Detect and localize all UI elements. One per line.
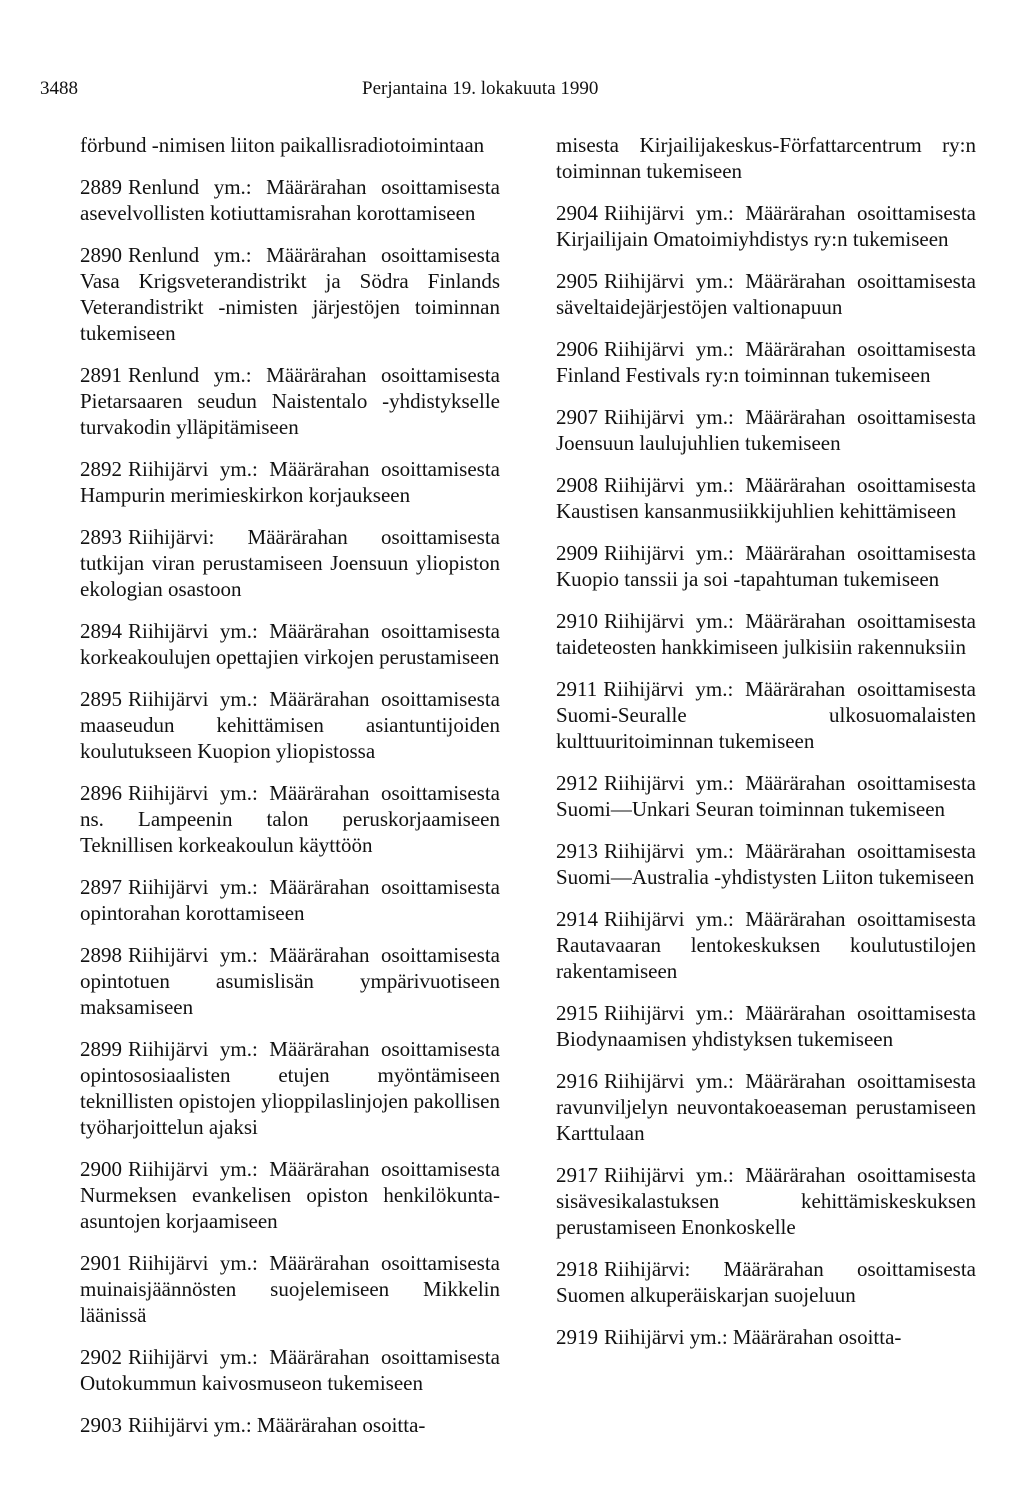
entry-text: Riihijärvi ym.: Määrärahan osoittamisesta säveltaidejärjestöjen valtionapuun xyxy=(556,269,976,319)
entry-number: 2908 xyxy=(556,473,598,497)
motion-entry xyxy=(80,132,500,158)
entry-text: Riihijärvi ym.: Määrärahan osoittamisesta opintotuen asumislisän ympärivuotiseen maksamiseen xyxy=(80,943,500,1019)
left-column xyxy=(80,132,500,1454)
entry-number: 2892 xyxy=(80,457,122,481)
entry-text: Riihijärvi ym.: Määrärahan osoittamisesta Nurmeksen evankelisen opiston henkilökunta-asuntojen korjaamiseen xyxy=(80,1157,500,1233)
motion-entry xyxy=(556,1000,976,1052)
entry-number: 2898 xyxy=(80,943,122,967)
motion-entry xyxy=(80,174,500,226)
entry-text: Riihijärvi ym.: Määrärahan osoittamisesta korkeakoulujen opettajien virkojen perustamiseen xyxy=(80,619,500,669)
motion-entry xyxy=(556,1256,976,1308)
motion-entry xyxy=(80,524,500,602)
entry-number: 2896 xyxy=(80,781,122,805)
motion-entry xyxy=(80,1250,500,1328)
entry-text: Riihijärvi ym.: Määrärahan osoittamisesta opintorahan korottamiseen xyxy=(80,875,500,925)
motion-entry xyxy=(556,132,976,184)
entry-text: Riihijärvi: Määrärahan osoittamisesta tutkijan viran perustamiseen Joensuun yliopiston ekologian osastoon xyxy=(80,525,500,601)
entry-text: Riihijärvi ym.: Määrärahan osoitta- xyxy=(128,1413,426,1437)
page-number: 3488 xyxy=(40,78,78,99)
motion-entry xyxy=(556,608,976,660)
entry-text: Riihijärvi ym.: Määrärahan osoittamisesta ravunviljelyn neuvontakoeaseman perustamiseen Karttulaan xyxy=(556,1069,976,1145)
entry-number: 2894 xyxy=(80,619,122,643)
entry-text: Riihijärvi ym.: Määrärahan osoittamisesta Kuopio tanssii ja soi -tapahtuman tukemiseen xyxy=(556,541,976,591)
motion-entry xyxy=(80,874,500,926)
motion-entry xyxy=(80,242,500,346)
entry-number: 2902 xyxy=(80,1345,122,1369)
entry-number: 2912 xyxy=(556,771,598,795)
entry-text: Riihijärvi ym.: Määrärahan osoittamisesta taideteosten hankkimiseen julkisiin rakennuksiin xyxy=(556,609,976,659)
entry-number: 2901 xyxy=(80,1251,122,1275)
motion-entry xyxy=(556,268,976,320)
entry-number: 2919 xyxy=(556,1325,598,1349)
motion-entry xyxy=(556,404,976,456)
entry-text: misesta Kirjailijakeskus-Författarcentrum ry:n toiminnan tukemiseen xyxy=(556,133,976,183)
motion-entry xyxy=(80,618,500,670)
entry-number: 2904 xyxy=(556,201,598,225)
entry-text: Riihijärvi ym.: Määrärahan osoittamisesta Kaustisen kansanmusiikkijuhlien kehittämiseen xyxy=(556,473,976,523)
entry-text: Riihijärvi ym.: Määrärahan osoittamisesta maaseudun kehittämisen asiantuntijoiden koulutukseen Kuopion yliopistossa xyxy=(80,687,500,763)
entry-text: Riihijärvi ym.: Määrärahan osoittamisesta Kirjailijain Omatoimiyhdistys ry:n tukemiseen xyxy=(556,201,976,251)
entry-text: Riihijärvi ym.: Määrärahan osoittamisesta Rautavaaran lentokeskuksen koulutustilojen rakentamiseen xyxy=(556,907,976,983)
right-column xyxy=(556,132,976,1366)
entry-text: förbund -nimisen liiton paikallisradiotoimintaan xyxy=(80,133,485,157)
entry-number: 2905 xyxy=(556,269,598,293)
entry-text: Riihijärvi ym.: Määrärahan osoitta- xyxy=(604,1325,902,1349)
motion-entry xyxy=(556,1068,976,1146)
motion-entry xyxy=(80,1156,500,1234)
motion-entry xyxy=(556,770,976,822)
entry-number: 2893 xyxy=(80,525,122,549)
entry-text: Riihijärvi ym.: Määrärahan osoittamisesta Joensuun laulujuhlien tukemiseen xyxy=(556,405,976,455)
entry-number: 2895 xyxy=(80,687,122,711)
entry-number: 2900 xyxy=(80,1157,122,1181)
motion-entry xyxy=(80,362,500,440)
motion-entry xyxy=(80,1412,500,1438)
entry-text: Riihijärvi ym.: Määrärahan osoittamisesta ns. Lampeenin talon peruskorjaamiseen Teknillisen korkeakoulun käyttöön xyxy=(80,781,500,857)
motion-entry xyxy=(556,676,976,754)
entry-number: 2907 xyxy=(556,405,598,429)
entry-number: 2914 xyxy=(556,907,598,931)
motion-entry xyxy=(556,200,976,252)
entry-text: Riihijärvi ym.: Määrärahan osoittamisesta Finland Festivals ry:n toiminnan tukemiseen xyxy=(556,337,976,387)
entry-number: 2915 xyxy=(556,1001,598,1025)
entry-text: Riihijärvi ym.: Määrärahan osoittamisesta Suomi-Seuralle ulkosuomalaisten kulttuuritoiminnan tukemiseen xyxy=(556,677,976,753)
entry-number: 2906 xyxy=(556,337,598,361)
page-header xyxy=(0,78,1024,102)
entry-number: 2909 xyxy=(556,541,598,565)
motion-entry xyxy=(80,942,500,1020)
motion-entry xyxy=(80,686,500,764)
entry-text: Renlund ym.: Määrärahan osoittamisesta Pietarsaaren seudun Naistentalo -yhdistykselle turvakodin ylläpitämiseen xyxy=(80,363,500,439)
entry-text: Riihijärvi ym.: Määrärahan osoittamisesta Biodynaamisen yhdistyksen tukemiseen xyxy=(556,1001,976,1051)
entry-number: 2913 xyxy=(556,839,598,863)
entry-number: 2890 xyxy=(80,243,122,267)
entry-number: 2897 xyxy=(80,875,122,899)
entry-text: Riihijärvi ym.: Määrärahan osoittamisesta Suomi—Unkari Seuran toiminnan tukemiseen xyxy=(556,771,976,821)
motion-entry xyxy=(556,336,976,388)
motion-entry xyxy=(556,906,976,984)
motion-entry xyxy=(80,1344,500,1396)
entry-number: 2911 xyxy=(556,677,598,701)
motion-entry xyxy=(556,838,976,890)
entry-text: Renlund ym.: Määrärahan osoittamisesta Vasa Krigsveterandistrikt ja Södra Finlands Veterandistrikt -nimisten järjestöjen toiminnan tukemiseen xyxy=(80,243,500,345)
entry-text: Riihijärvi ym.: Määrärahan osoittamisesta muinaisjäännösten suojelemiseen Mikkelin läänissä xyxy=(80,1251,500,1327)
entry-text: Riihijärvi: Määrärahan osoittamisesta Suomen alkuperäiskarjan suojeluun xyxy=(556,1257,976,1307)
entry-number: 2918 xyxy=(556,1257,598,1281)
motion-entry xyxy=(556,1162,976,1240)
motion-entry xyxy=(80,1036,500,1140)
entry-text: Renlund ym.: Määrärahan osoittamisesta asevelvollisten kotiuttamisrahan korottamiseen xyxy=(80,175,500,225)
entry-text: Riihijärvi ym.: Määrärahan osoittamisesta Hampurin merimieskirkon korjaukseen xyxy=(80,457,500,507)
running-head: Perjantaina 19. lokakuuta 1990 xyxy=(362,78,599,99)
entry-number: 2910 xyxy=(556,609,598,633)
entry-text: Riihijärvi ym.: Määrärahan osoittamisesta Suomi—Australia -yhdistysten Liiton tukemiseen xyxy=(556,839,976,889)
motion-entry xyxy=(80,456,500,508)
entry-number: 2916 xyxy=(556,1069,598,1093)
entry-number: 2917 xyxy=(556,1163,598,1187)
entry-number: 2903 xyxy=(80,1413,122,1437)
motion-entry xyxy=(556,1324,976,1350)
entry-number: 2899 xyxy=(80,1037,122,1061)
entry-text: Riihijärvi ym.: Määrärahan osoittamisesta Outokummun kaivosmuseon tukemiseen xyxy=(80,1345,500,1395)
motion-entry xyxy=(556,472,976,524)
entry-number: 2889 xyxy=(80,175,122,199)
entry-text: Riihijärvi ym.: Määrärahan osoittamisesta opintososiaalisten etujen myöntämiseen teknillisten opistojen ylioppilaslinjojen pakollisen työharjoittelun ajaksi xyxy=(80,1037,500,1139)
entry-text: Riihijärvi ym.: Määrärahan osoittamisesta sisävesikalastuksen kehittämiskeskuksen perustamiseen Enonkoskelle xyxy=(556,1163,976,1239)
motion-entry xyxy=(556,540,976,592)
entry-number: 2891 xyxy=(80,363,122,387)
motion-entry xyxy=(80,780,500,858)
